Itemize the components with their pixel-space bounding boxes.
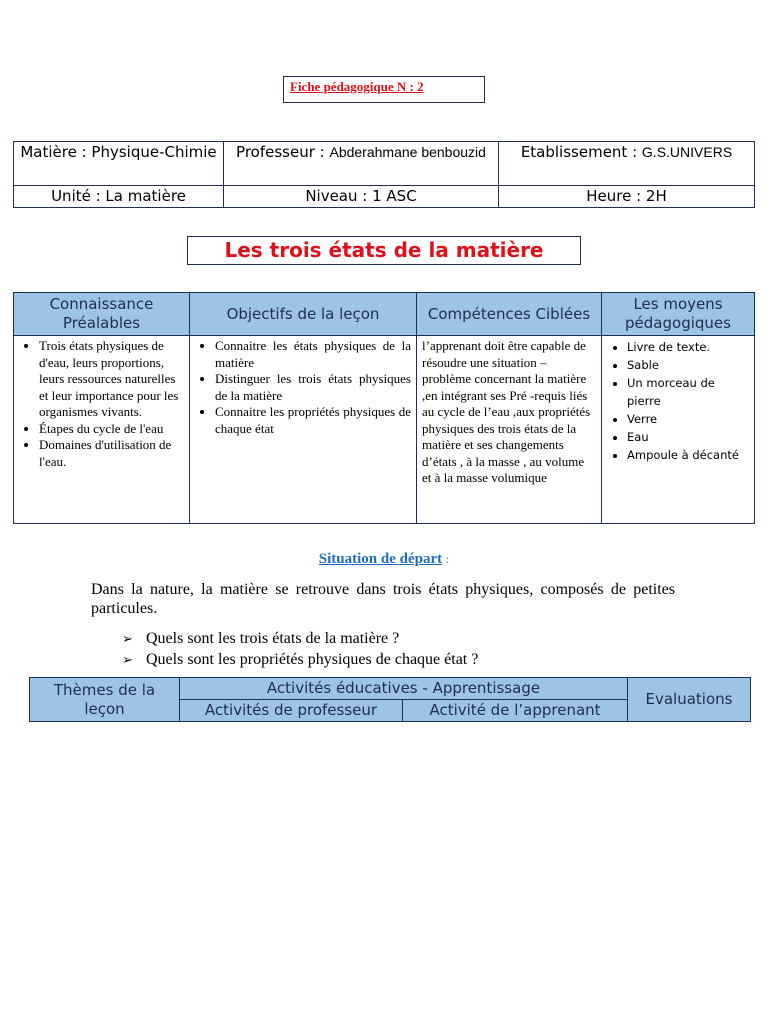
moyens-cell (602, 336, 755, 524)
header-moyens: Les moyens pédagogiques (602, 293, 755, 336)
matiere-label: Matière : (20, 143, 87, 161)
activities-table (29, 677, 751, 722)
question-item (122, 629, 399, 649)
list-item: • Sable (627, 356, 749, 374)
list-item: • Un morceau de pierre (627, 374, 749, 410)
professeur-activity-header: Activités de professeur (180, 700, 403, 722)
matiere-value: Physique-Chimie (91, 143, 217, 161)
arrow-bullet-icon: ➢ (122, 632, 133, 647)
situation-heading (0, 551, 768, 568)
apprenant-activity-header: Activité de l’apprenant (403, 700, 628, 722)
niveau-cell: Niveau : 1 ASC (224, 186, 499, 208)
info-table (13, 141, 755, 208)
question-text: Quels sont les propriétés physiques de chaque état ? (146, 651, 479, 668)
objectives-table (13, 292, 755, 524)
list-item: • Livre de texte. (627, 338, 749, 356)
etablissement-value: G.S.UNIVERS (641, 144, 733, 160)
header-connaissances: Connaissance Préalables (14, 293, 190, 336)
competences-cell: l’apprenant doit être capable de résoudre une situation – problème concernant la matière ,en intégrant ses Pré -requis liés au cycle de l’eau ,aux propriétés physiques des trois états de la matière et ses changements d’états , à la masse , au volume et à la masse volumique (417, 336, 602, 524)
situation-text: Dans la nature, la matière se retrouve dans trois états physiques, composés de petites particules. (91, 581, 675, 617)
heure-cell: Heure : 2H (499, 186, 755, 208)
list-item: • Verre (627, 410, 749, 428)
etablissement-cell (499, 142, 755, 186)
evaluations-header: Evaluations (628, 678, 751, 722)
header-competences: Compétences Ciblées (417, 293, 602, 336)
fiche-number-box (283, 76, 485, 103)
etablissement-label: Etablissement : (520, 143, 638, 161)
objectifs-cell (190, 336, 417, 524)
situation-colon: : (445, 552, 450, 566)
list-item: • Étapes du cycle de l'eau (39, 421, 184, 438)
list-item: • Eau (627, 428, 749, 446)
list-item: • Connaitre les propriétés physiques de chaque état (215, 404, 411, 437)
activites-header: Activités éducatives - Apprentissage (180, 678, 628, 700)
question-item (122, 650, 478, 670)
list-item: • Trois états physiques de d'eau, leurs proportions, leurs ressources naturelles et leur importance pour les organismes vivants. (39, 338, 184, 421)
professeur-value: Abderahmane benbouzid (329, 144, 486, 160)
list-item: • Domaines d'utilisation de l'eau. (39, 437, 184, 470)
arrow-bullet-icon: ➢ (122, 653, 133, 668)
header-objectifs: Objectifs de la leçon (190, 293, 417, 336)
unite-cell: Unité : La matière (14, 186, 224, 208)
professeur-cell (224, 142, 499, 186)
professeur-label: Professeur : (236, 143, 325, 161)
themes-header: Thèmes de la leçon (30, 678, 180, 722)
matiere-cell (14, 142, 224, 186)
list-item: • Ampoule à décanté (627, 446, 749, 464)
connaissances-cell (14, 336, 190, 524)
question-text: Quels sont les trois états de la matière ? (146, 630, 400, 647)
list-item: • Connaitre les états physiques de la matière (215, 338, 411, 371)
lesson-title: Les trois états de la matière (187, 236, 581, 265)
list-item: • Distinguer les trois états physiques de la matière (215, 371, 411, 404)
situation-title: Situation de départ (318, 551, 443, 567)
fiche-number: Fiche pédagogique N : 2 (290, 79, 424, 94)
